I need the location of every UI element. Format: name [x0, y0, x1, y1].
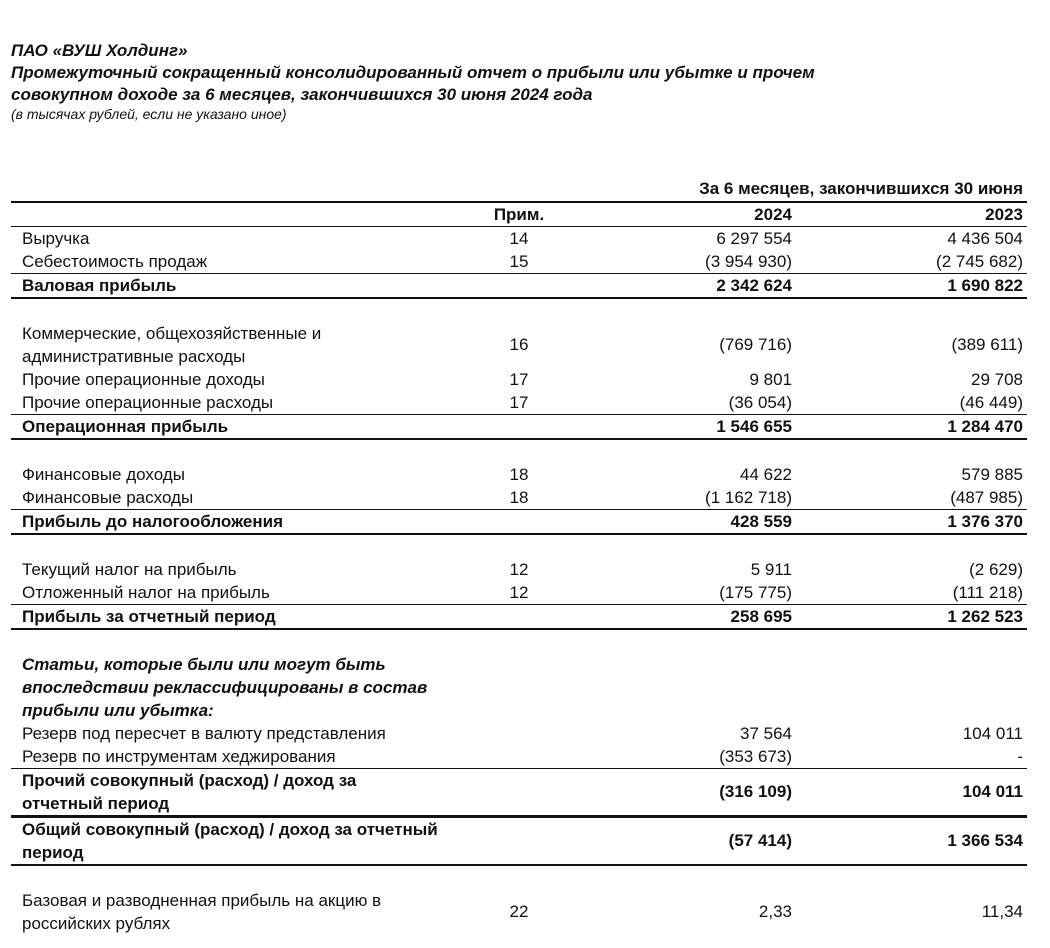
row-hedge-reserve [11, 745, 1027, 768]
row-deferred-tax [11, 581, 1027, 604]
row-label: Резерв под пересчет в валюту представления [22, 724, 386, 743]
value-2024: (36 054) [728, 393, 792, 412]
value-2023: (2 629) [969, 560, 1023, 579]
value-2024: (353 673) [719, 747, 792, 766]
income-statement-table [11, 177, 1027, 935]
row-label: Финансовые расходы [22, 488, 194, 507]
value-2023: (2 745 682) [936, 252, 1023, 271]
row-note: 14 [509, 229, 529, 248]
row-profit-before-tax [11, 509, 1027, 535]
value-2024: 6 297 554 [716, 229, 792, 248]
value-2024: 9 801 [749, 370, 792, 389]
row-label: Прибыль до налогообложения [22, 512, 283, 531]
value-2023: (389 611) [951, 335, 1023, 354]
row-label: Прочий совокупный (расход) / доход за отчетный период [22, 771, 357, 813]
row-note: 17 [509, 370, 529, 389]
value-2023: (487 985) [950, 488, 1023, 507]
value-2023: 579 885 [961, 465, 1023, 484]
row-gross-profit [11, 273, 1027, 299]
row-revenue [11, 227, 1027, 250]
row-note: 17 [509, 393, 529, 412]
value-2023: - [1017, 747, 1023, 766]
spacer [11, 866, 1027, 889]
row-note: 16 [509, 335, 529, 354]
row-eps [11, 889, 1027, 935]
company-name: ПАО «ВУШ Холдинг» [11, 41, 188, 60]
value-2024: 44 622 [740, 465, 792, 484]
value-2024: 258 695 [730, 607, 792, 626]
row-label: Текущий налог на прибыль [22, 560, 237, 579]
value-2024: 5 911 [750, 560, 792, 579]
value-2024: (769 716) [719, 335, 792, 354]
section-heading: Статьи, которые были или могут быть впоследствии реклассифицированы в состав прибыли или убытка: [22, 655, 428, 720]
row-label: Базовая и разводненная прибыль на акцию в российских рублях [22, 891, 382, 933]
value-2023: 29 708 [971, 370, 1023, 389]
value-2024: 2 342 624 [716, 276, 792, 295]
units-note: (в тысячах рублей, если не указано иное) [11, 106, 287, 122]
row-note: 18 [509, 465, 529, 484]
row-sga-expenses [11, 322, 1027, 368]
value-2023: 11,34 [981, 902, 1023, 921]
value-2023: 1 262 523 [947, 607, 1023, 626]
report-title-line1: Промежуточный сокращенный консолидированный отчет о прибыли или убытке и прочем [11, 63, 815, 82]
row-note: 12 [509, 583, 529, 602]
value-2024: (1 162 718) [705, 488, 792, 507]
value-2024: (57 414) [728, 831, 792, 850]
row-label: Прочие операционные расходы [22, 393, 274, 412]
row-operating-profit [11, 414, 1027, 440]
col-note-header: Прим. [493, 205, 545, 224]
row-note: 15 [509, 252, 529, 271]
value-2023: 4 436 504 [947, 229, 1023, 248]
value-2024: 428 559 [730, 512, 792, 531]
row-finance-expenses [11, 486, 1027, 509]
col-2024-header: 2024 [754, 205, 792, 224]
row-label: Резерв по инструментам хеджирования [22, 747, 336, 766]
period-heading [11, 177, 1027, 201]
row-label: Коммерческие, общехозяйственные и административные расходы [22, 324, 322, 366]
value-2024: 2,33 [758, 902, 792, 921]
value-2024: 37 564 [740, 724, 792, 743]
row-label: Себестоимость продаж [22, 252, 208, 271]
col-2023-header: 2023 [985, 205, 1023, 224]
spacer [11, 440, 1027, 463]
value-2023: 1 376 370 [947, 512, 1023, 531]
spacer [11, 535, 1027, 558]
value-2024: (316 109) [719, 782, 792, 801]
row-label: Выручка [22, 229, 90, 248]
value-2024: (3 954 930) [705, 252, 792, 271]
row-fx-reserve [11, 722, 1027, 745]
value-2023: (46 449) [959, 393, 1023, 412]
report-title-line2: совокупном доходе за 6 месяцев, закончившихся 30 июня 2024 года [11, 85, 593, 104]
row-label: Отложенный налог на прибыль [22, 583, 270, 602]
row-label: Валовая прибыль [22, 276, 177, 295]
value-2023: 1 284 470 [947, 417, 1023, 436]
value-2024: (175 775) [719, 583, 792, 602]
row-finance-income [11, 463, 1027, 486]
value-2023: 1 366 534 [947, 831, 1023, 850]
row-label: Операционная прибыль [22, 417, 229, 436]
value-2023: 1 690 822 [947, 276, 1023, 295]
row-note: 12 [509, 560, 529, 579]
spacer [11, 299, 1027, 322]
report-header [11, 40, 1011, 122]
row-label: Общий совокупный (расход) / доход за отчетный период [22, 820, 438, 862]
row-note: 22 [509, 902, 529, 921]
row-net-profit [11, 604, 1027, 630]
row-other-comprehensive-total [11, 768, 1027, 817]
spacer [11, 630, 1027, 653]
value-2023: (111 218) [952, 583, 1023, 602]
row-cost-of-sales [11, 250, 1027, 273]
column-header-row [11, 201, 1027, 226]
row-other-operating-expenses [11, 391, 1027, 414]
row-label: Прочие операционные доходы [22, 370, 265, 389]
row-other-operating-income [11, 368, 1027, 391]
row-label: Прибыль за отчетный период [22, 607, 276, 626]
value-2023: 104 011 [962, 782, 1023, 801]
value-2023: 104 011 [962, 724, 1023, 743]
value-2024: 1 546 655 [716, 417, 792, 436]
period-label: За 6 месяцев, закончившихся 30 июня [699, 179, 1023, 198]
row-label: Финансовые доходы [22, 465, 185, 484]
row-total-comprehensive [11, 817, 1027, 866]
row-oci-heading [11, 653, 1027, 722]
row-current-tax [11, 558, 1027, 581]
row-note: 18 [509, 488, 529, 507]
